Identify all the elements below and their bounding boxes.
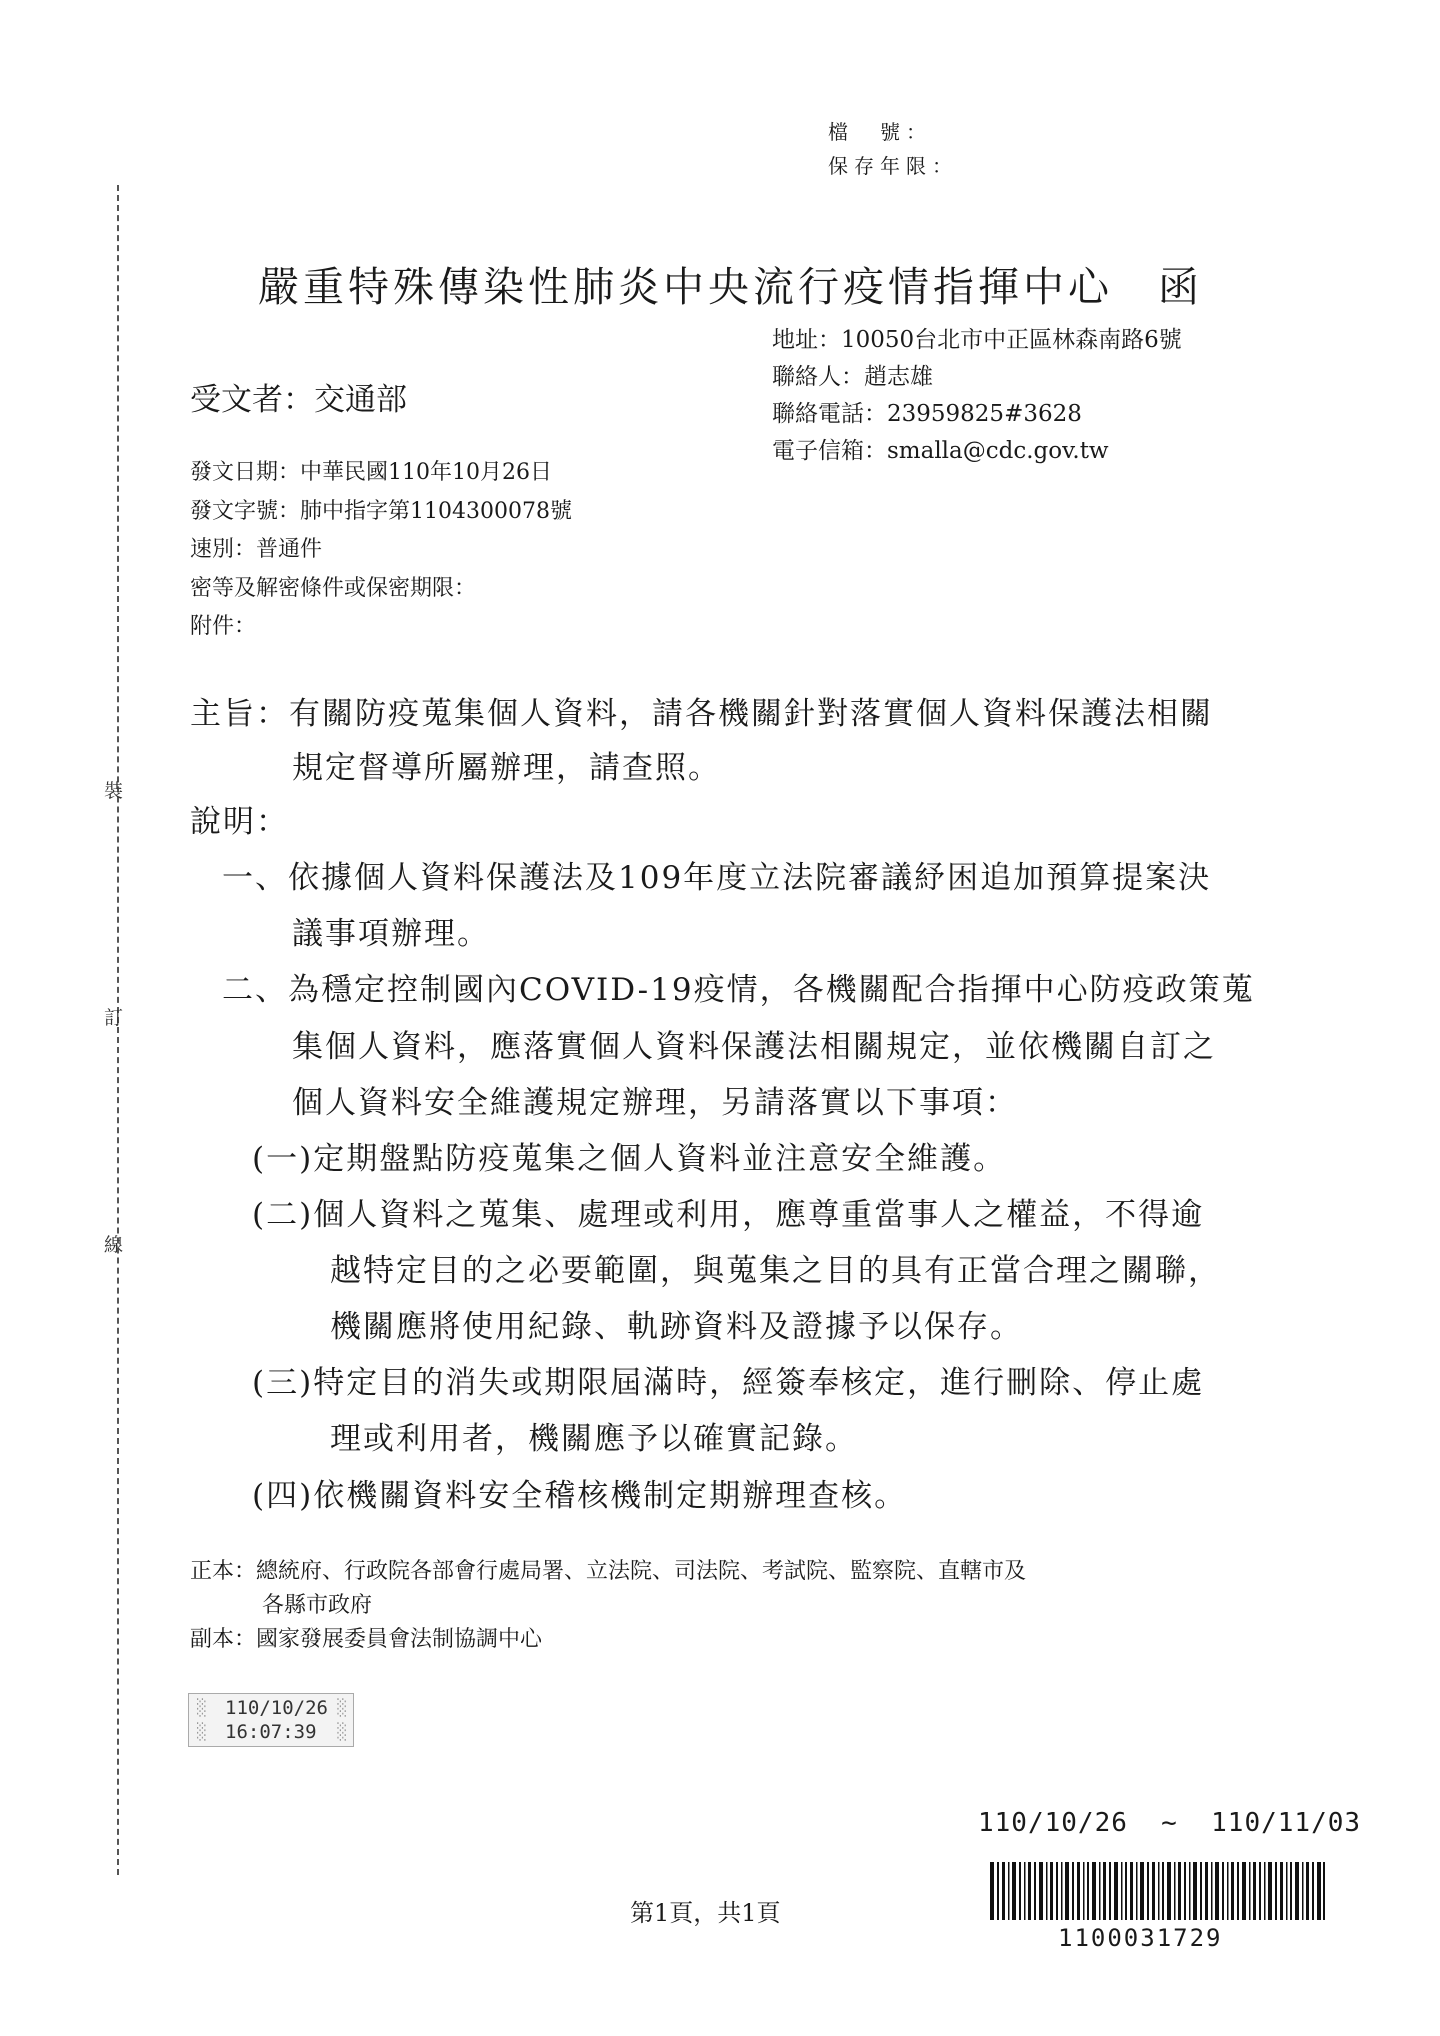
retention-period-label: 保存年限： <box>828 154 958 178</box>
explanation-sub-item-2-line-1: (二)個人資料之蒐集、處理或利用，應尊重當事人之權益，不得逾 <box>252 1197 1205 1233</box>
sender-email: 電子信箱：smalla@cdc.gov.tw <box>772 438 1109 464</box>
delivery-speed: 速別：普通件 <box>190 537 323 562</box>
distribution <box>190 1555 1026 1657</box>
explanation-sub-item-3-line-2: 理或利用者，機關應予以確實記錄。 <box>330 1421 858 1457</box>
binding-mark-xian: 線 <box>104 1234 124 1256</box>
explanation-item-2-line-1: 二、為穩定控制國內COVID-19疫情，各機關配合指揮中心防疫政策蒐 <box>222 972 1255 1008</box>
sender-info <box>772 322 1182 470</box>
explanation-heading: 說明： <box>190 804 289 840</box>
stamp-time: 16:07:39 <box>225 1721 317 1743</box>
sender-contact: 聯絡人：趙志雄 <box>772 364 933 390</box>
explanation-item-2-line-3: 個人資料安全維護規定辦理，另請落實以下事項： <box>292 1085 1018 1121</box>
original-recipients-line-2: 各縣市政府 <box>262 1593 373 1618</box>
explanation-item-2-line-2: 集個人資料，應落實個人資料保護法相關規定，並依機關自訂之 <box>292 1029 1216 1065</box>
document-number: 發文字號：肺中指字第1104300078號 <box>190 498 572 524</box>
explanation-sub-item-2-line-3: 機關應將使用紀錄、軌跡資料及證據予以保存。 <box>330 1309 1023 1345</box>
subject-line-2: 規定督導所屬辦理，請查照。 <box>292 750 721 786</box>
attachment: 附件： <box>190 614 257 639</box>
stamp-date: 110/10/26 <box>225 1697 328 1719</box>
explanation-sub-item-3-line-1: (三)特定目的消失或期限屆滿時，經簽奉核定，進行刪除、停止處 <box>252 1365 1205 1401</box>
recipient: 受文者：交通部 <box>190 382 407 418</box>
sender-phone: 聯絡電話：23959825#3628 <box>772 401 1082 427</box>
explanation-item-1-line-1: 一、依據個人資料保護法及109年度立法院審議紓困追加預算提案決 <box>222 860 1212 896</box>
binding-line <box>117 185 119 1875</box>
barcode-icon <box>990 1862 1325 1920</box>
secrecy-level: 密等及解密條件或保密期限： <box>190 575 477 601</box>
original-recipients-line-1: 正本：總統府、行政院各部會行處局署、立法院、司法院、考試院、監察院、直轄市及 <box>190 1559 1027 1584</box>
stamp-right-mark-icon: ░ ░ <box>337 1698 347 1741</box>
binding-mark-ding: 訂 <box>104 1007 124 1029</box>
issue-date: 發文日期：中華民國110年10月26日 <box>190 460 552 485</box>
sender-address: 地址：10050台北市中正區林森南路6號 <box>772 327 1182 353</box>
page-number: 第1頁，共1頁 <box>630 1899 781 1927</box>
explanation-item-1-line-2: 議事項辦理。 <box>292 916 490 952</box>
validity-date-range: 110/10/26 ~ 110/11/03 <box>978 1808 1362 1838</box>
received-time-stamp <box>188 1693 354 1747</box>
explanation-sub-item-4: (四)依機關資料安全稽核機制定期辦理查核。 <box>252 1478 908 1514</box>
subject-line-1: 主旨：有關防疫蒐集個人資料，請各機關針對落實個人資料保護法相關 <box>190 696 1213 732</box>
binding-mark-zhuang: 裝 <box>104 780 124 802</box>
file-number-label: 檔 號： <box>828 120 932 144</box>
document-info <box>190 454 572 647</box>
barcode-number: 1100031729 <box>1058 1924 1223 1952</box>
explanation-sub-item-2-line-2: 越特定目的之必要範圍，與蒐集之目的具有正當合理之關聯， <box>330 1253 1221 1289</box>
copy-recipients: 副本：國家發展委員會法制協調中心 <box>190 1627 543 1652</box>
stamp-left-mark-icon: ░ ░ <box>197 1698 207 1741</box>
document-title: 嚴重特殊傳染性肺炎中央流行疫情指揮中心 函 <box>258 263 1203 311</box>
explanation-sub-item-1: (一)定期盤點防疫蒐集之個人資料並注意安全維護。 <box>252 1141 1007 1177</box>
